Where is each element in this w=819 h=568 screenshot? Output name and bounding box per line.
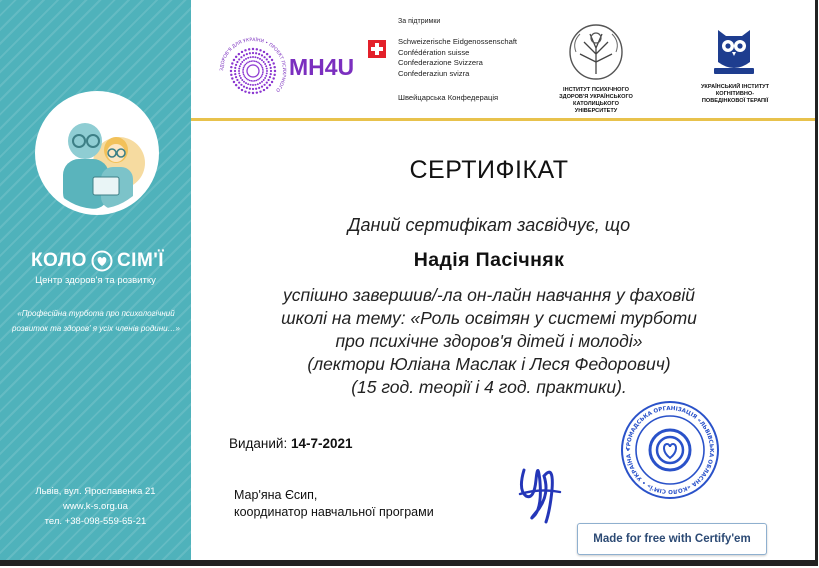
burst-dot xyxy=(252,88,254,90)
burst-dot xyxy=(246,63,248,65)
burst-dot xyxy=(271,81,273,83)
burst-dot xyxy=(257,62,259,64)
address: Львів, вул. Ярославенка 21 xyxy=(35,486,156,497)
signer-block xyxy=(234,487,434,521)
brand-name-right: СІМ'Ї xyxy=(116,250,165,271)
burst-dot xyxy=(267,61,269,63)
ipz-title xyxy=(549,87,643,115)
burst-dot xyxy=(266,87,268,89)
burst-dot xyxy=(269,76,271,78)
burst-dot xyxy=(264,77,266,79)
swiss-line: Confédération suisse xyxy=(398,47,470,57)
signer-role: координатор навчальної програми xyxy=(234,505,434,519)
burst-dot xyxy=(257,57,259,59)
burst-dot xyxy=(252,52,254,54)
burst-dot xyxy=(252,56,254,58)
burst-dot xyxy=(240,77,242,79)
burst-dot xyxy=(256,80,258,82)
burst-dot xyxy=(270,67,272,69)
signer-name: Мар'яна Єсип, xyxy=(234,488,318,502)
burst-dot xyxy=(257,79,259,81)
burst-dot xyxy=(252,80,254,82)
phone: тел. +38-098-559-65-21 xyxy=(44,516,147,527)
owl-icon xyxy=(712,22,756,85)
burst-dot xyxy=(250,56,252,58)
burst-dot xyxy=(267,79,269,81)
burst-dot xyxy=(233,59,235,61)
burst-dot xyxy=(241,61,243,63)
burst-dot xyxy=(262,74,264,76)
mh4u-wordmark: MH4U xyxy=(289,54,355,80)
website: www.k-s.org.ua xyxy=(63,501,128,512)
swiss-line: Confederaziun svizra xyxy=(398,68,470,78)
burst-dot xyxy=(247,83,249,85)
burst-dot xyxy=(269,64,271,66)
burst-dot xyxy=(252,48,254,50)
burst-dot xyxy=(259,90,261,92)
header-divider xyxy=(191,118,815,121)
burst-dot xyxy=(230,74,232,76)
burst-dot xyxy=(274,70,276,72)
burst-dot xyxy=(238,70,240,72)
swiss-flag-icon xyxy=(368,40,386,58)
description-line: школі на тему: «Роль освітян у системі турботи xyxy=(281,308,697,328)
description-line: (15 год. теорії і 4 год. практики). xyxy=(351,377,627,397)
description-line: (лектори Юліана Маслак і Леся Федорович) xyxy=(307,354,671,374)
burst-dot xyxy=(243,59,245,61)
sponsor-caption: За підтримки xyxy=(398,18,441,25)
burst-dot xyxy=(252,92,254,94)
heart-circle-icon xyxy=(89,250,115,272)
burst-dot xyxy=(244,65,246,67)
svg-text:ГРОМАДСЬКА ОРГАНІЗАЦІЯ «ЛЬВІВС xyxy=(620,400,714,494)
brand-name-left: КОЛО xyxy=(30,250,87,271)
swiss-line: Confederazione Svizzera xyxy=(398,58,483,67)
ipz-line: КАТОЛИЦЬКОГО xyxy=(573,101,619,107)
burst-dot xyxy=(257,83,259,85)
burst-dot xyxy=(258,53,260,55)
burst-dot xyxy=(242,68,244,70)
burst-dot xyxy=(259,82,261,84)
burst-dot xyxy=(249,52,251,54)
burst-dot xyxy=(266,81,268,83)
burst-dot xyxy=(240,84,242,86)
burst-dot xyxy=(265,65,267,67)
official-stamp xyxy=(620,400,720,505)
burst-dot xyxy=(259,49,261,51)
burst-dot xyxy=(242,70,244,72)
burst-dot xyxy=(259,58,261,60)
burst-dot xyxy=(266,70,268,72)
description-line: успішно завершив/-ла он-лайн навчання у фаховій xyxy=(282,285,695,305)
burst-dot xyxy=(236,61,238,63)
burst-dot xyxy=(244,49,246,51)
burst-dot xyxy=(273,66,275,68)
burst-dot xyxy=(266,58,268,60)
burst-dot xyxy=(258,69,259,70)
burst-dot xyxy=(256,91,258,93)
burst-dot xyxy=(233,81,235,83)
burst-dot xyxy=(230,70,232,72)
burst-dot xyxy=(246,78,248,80)
burst-dot xyxy=(247,79,249,81)
burst-dot xyxy=(260,77,262,79)
burst-dot xyxy=(249,88,251,90)
burst-dot xyxy=(259,78,261,80)
uikpt-line: ПОВЕДІНКОВОЇ ТЕРАПІЇ xyxy=(701,98,769,104)
issued-label: Виданий: xyxy=(229,436,288,451)
brain-tree-icon xyxy=(568,24,624,87)
burst-dot xyxy=(270,73,272,75)
burst-dot xyxy=(231,62,233,64)
burst-dot xyxy=(254,84,256,86)
burst-dot xyxy=(243,74,245,76)
burst-dot xyxy=(238,68,240,70)
burst-dot xyxy=(261,54,263,56)
burst-dot xyxy=(243,81,245,83)
burst-dot xyxy=(248,91,250,93)
swiss-confederation-names xyxy=(398,37,517,79)
burst-dot xyxy=(270,70,272,72)
burst-dot xyxy=(255,52,257,54)
brand-subtitle: Центр здоров'я та розвитку xyxy=(35,275,156,286)
burst-dot xyxy=(242,72,244,74)
burst-dot xyxy=(241,79,243,81)
burst-dot xyxy=(252,60,254,62)
burst-dot xyxy=(247,62,249,64)
burst-dot xyxy=(241,89,243,91)
burst-dot xyxy=(254,60,256,62)
burst-dot xyxy=(266,68,268,70)
burst-dot xyxy=(254,56,256,58)
burst-dot xyxy=(230,66,232,68)
burst-dot xyxy=(250,80,252,82)
ipz-line: ІНСТИТУТ ПСИХІЧНОГО xyxy=(563,87,629,93)
burst-dot xyxy=(236,79,238,81)
burst-dot xyxy=(266,72,268,74)
burst-dot xyxy=(234,70,236,72)
burst-dot xyxy=(249,80,251,82)
burst-dot xyxy=(244,90,246,92)
burst-dot xyxy=(238,87,240,89)
burst-dot xyxy=(243,67,245,69)
burst-dot xyxy=(247,57,249,59)
burst-dot xyxy=(262,67,264,69)
burst-dot xyxy=(254,80,256,82)
burst-dot xyxy=(246,53,248,55)
uikpt-line: УКРАЇНСЬКИЙ ІНСТИТУТ xyxy=(700,84,770,90)
burst-dot xyxy=(238,81,240,83)
burst-dot xyxy=(248,48,250,50)
burst-dot xyxy=(272,62,274,64)
burst-dot xyxy=(261,81,263,83)
burst-dot xyxy=(241,51,243,53)
burst-dot xyxy=(262,70,264,72)
contacts xyxy=(0,484,191,529)
burst-dot xyxy=(243,54,245,56)
issued-date-value: 14-7-2021 xyxy=(290,436,353,451)
course-description xyxy=(215,284,763,399)
burst-dot xyxy=(235,76,237,78)
burst-dot xyxy=(235,64,237,66)
burst-dot xyxy=(240,56,242,58)
burst-dot xyxy=(258,87,260,89)
burst-dot xyxy=(261,85,263,87)
brand-logo xyxy=(10,250,185,272)
burst-dot xyxy=(245,77,247,79)
stamp-ring-text: ГРОМАДСЬКА ОРГАНІЗАЦІЯ «ЛЬВІВСЬКА ОБЛАСНА «КОЛО СІМ'Ї» • УКРАЇНА • xyxy=(625,405,715,495)
burst-dot xyxy=(260,64,262,66)
burst-dot xyxy=(265,75,267,77)
burst-dot xyxy=(272,77,274,79)
burst-dot xyxy=(235,56,237,58)
burst-dot xyxy=(239,75,241,77)
burst-dot xyxy=(255,88,257,90)
burst-dot xyxy=(263,56,265,58)
family-illustration xyxy=(35,91,159,215)
certifyem-badge[interactable] xyxy=(577,523,767,555)
burst-dot xyxy=(261,59,263,61)
burst-dot xyxy=(246,87,248,89)
burst-dot xyxy=(250,60,252,62)
ipz-line: УНІВЕРСИТЕТУ xyxy=(574,108,618,114)
burst-dot xyxy=(263,61,265,63)
burst-dot xyxy=(238,72,240,74)
burst-dot xyxy=(269,84,271,86)
burst-dot xyxy=(263,89,265,91)
burst-dot xyxy=(235,84,237,86)
ipz-line: ЗДОРОВ'Я УКРАЇНСЬКОГО xyxy=(559,94,633,100)
recipient-name: Надія Пасічняк xyxy=(413,249,565,271)
burst-dot xyxy=(234,73,236,75)
attest-line: Даний сертифікат засвідчує, що xyxy=(347,215,631,235)
burst-dot xyxy=(261,75,263,77)
burst-dot xyxy=(252,84,254,86)
burst-dot xyxy=(245,58,247,60)
burst-dot xyxy=(256,48,258,50)
burst-dot xyxy=(261,65,263,67)
burst-dot xyxy=(239,65,241,67)
burst-dot xyxy=(240,63,242,65)
issued-date xyxy=(229,436,353,451)
burst-dot xyxy=(234,67,236,69)
description-line: про психічне здоров'я дітей і молоді» xyxy=(335,331,643,351)
burst-dot xyxy=(263,51,265,53)
burst-dot xyxy=(262,72,264,74)
burst-dot xyxy=(263,79,265,81)
motto: «Професійна турбота про психологічний розвиток та здоров' я усіх членів родини…» xyxy=(12,309,180,333)
burst-dot xyxy=(238,53,240,55)
burst-dot xyxy=(245,64,247,66)
burst-dot xyxy=(250,84,252,86)
burst-dot xyxy=(269,56,271,58)
burst-dot xyxy=(259,63,261,65)
burst-dot xyxy=(271,59,273,61)
burst-dot xyxy=(273,74,275,76)
burst-dot xyxy=(256,61,258,63)
burst-dot xyxy=(245,82,247,84)
uikpt-title xyxy=(680,84,790,105)
sidebar xyxy=(0,0,191,566)
burst-dot xyxy=(244,75,246,77)
burst-dot xyxy=(238,58,240,60)
burst-dot xyxy=(266,53,268,55)
certifyem-label: Made for free with Certify'em xyxy=(593,533,751,545)
burst-dot xyxy=(264,63,266,65)
mh4u-logo-icon xyxy=(218,36,288,111)
uikpt-line: КОГНІТИВНО- xyxy=(715,91,755,97)
burst-dot xyxy=(263,84,265,86)
signature xyxy=(510,450,570,535)
burst-dot xyxy=(249,61,251,63)
swiss-line: Schweizerische Eidgenossenschaft xyxy=(398,37,518,46)
mh4u-ring-text: ЗДОРОВ'Я ДЛЯ УКРАЇНИ • ПРОЄКТ ПСИХІЧНОГО xyxy=(219,37,287,93)
certificate-title: СЕРТИФІКАТ xyxy=(409,156,569,184)
swiss-confederation-ua: Швейцарська Конфедерація xyxy=(398,93,499,102)
burst-dot xyxy=(243,85,245,87)
burst-dot xyxy=(262,68,264,70)
burst-dot xyxy=(231,77,233,79)
